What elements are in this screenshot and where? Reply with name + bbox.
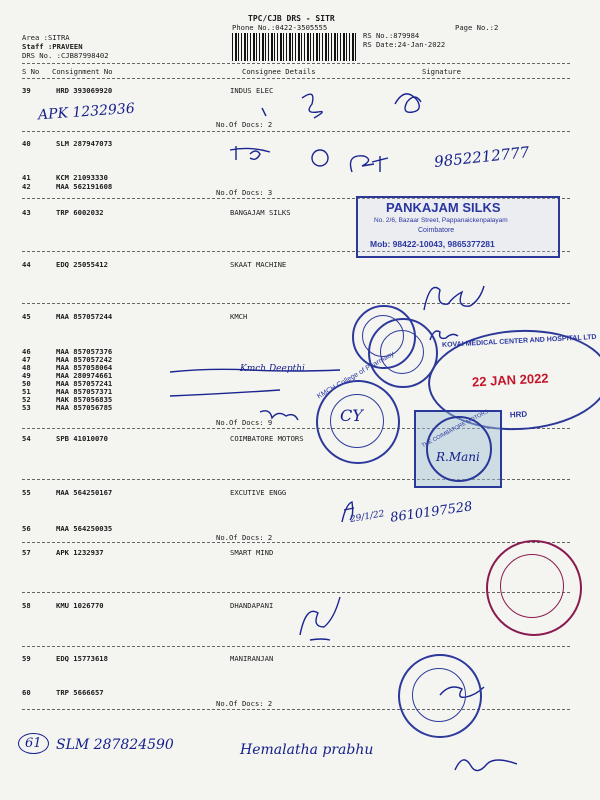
row-sno: 56 <box>22 524 31 533</box>
signature-44 <box>424 286 484 310</box>
stamp-pharmacy-initials: CY <box>340 406 363 425</box>
row-consignment: KMU 1026770 <box>56 601 104 610</box>
stamp-smart-mind <box>486 540 582 636</box>
row-sno: 57 <box>22 548 31 557</box>
signature-40b <box>351 156 389 172</box>
row-consignment: MAA 280974661 <box>56 371 113 380</box>
doc-title: TPC/CJB DRS - SITR <box>248 14 335 23</box>
row-sno: 58 <box>22 601 31 610</box>
row-sno: 46 <box>22 347 31 356</box>
row-sno: 59 <box>22 654 31 663</box>
handwritten-phone-2: 8610197528 <box>389 499 474 526</box>
row-sno: 40 <box>22 139 31 148</box>
signature-53 <box>260 411 298 420</box>
row-consignee: COIMBATORE MOTORS <box>230 434 304 443</box>
col-signature: Signature <box>422 67 461 76</box>
signature-39b <box>395 94 421 112</box>
stamp-kovai-hrd: HRD <box>509 409 528 420</box>
stamp-kovai-title: KOVAI MEDICAL CENTER AND HOSPITAL LTD <box>441 333 597 349</box>
row-consignment: KCM 21093330 <box>56 173 108 182</box>
row-consignee: DHANDAPANI <box>230 601 274 610</box>
row-docs: No.Of Docs: 9 <box>216 418 273 427</box>
row-consignee: BANGAJAM SILKS <box>230 208 291 217</box>
row-sno: 41 <box>22 173 31 182</box>
row-sno: 47 <box>22 355 31 364</box>
signature-48 <box>170 369 340 396</box>
row-sno: 50 <box>22 379 31 388</box>
stamp-cbe-text: THE COIMBATORE MOTORS <box>420 408 490 450</box>
row-sno: 42 <box>22 182 31 191</box>
row-sno: 43 <box>22 208 31 217</box>
signature-bottom <box>455 760 517 771</box>
staff: Staff :PRAVEEN <box>22 42 83 51</box>
row-consignment: MAK 857056835 <box>56 395 113 404</box>
row-consignment: MAA 857056785 <box>56 403 113 412</box>
drs-no: DRS No. :CJB87998402 <box>22 51 109 60</box>
row-consignment: MAA 857057371 <box>56 387 113 396</box>
row-consignment: SLM 287947073 <box>56 139 113 148</box>
row-sno: 54 <box>22 434 31 443</box>
row-sno: 60 <box>22 688 31 697</box>
row-consignment: HRD 393069920 <box>56 86 113 95</box>
col-consignee: Consignee Details <box>242 67 316 76</box>
row-sno: 53 <box>22 403 31 412</box>
row-consignment: MAA 562191608 <box>56 182 113 191</box>
row-docs: No.Of Docs: 2 <box>216 699 273 708</box>
row-61-sno: 61 <box>18 733 49 754</box>
rs-no: RS No.:879984 <box>363 31 420 40</box>
handwritten-date: 29/1/22 <box>349 509 386 525</box>
row-consignment: MAA 564250035 <box>56 524 113 533</box>
stamp-pankajam <box>356 196 560 258</box>
stamp-bottom-circle <box>398 654 482 738</box>
stamp-inner-ring <box>500 554 564 618</box>
area: Area :SITRA <box>22 33 70 42</box>
page-no: Page No.:2 <box>455 23 499 32</box>
row-consignment: MAA 857057241 <box>56 379 113 388</box>
signature-55 <box>342 502 354 522</box>
handwritten-kmch: Kmch Deepthi <box>240 364 305 374</box>
stamp-pankajam-address: No. 2/6, Bazaar Street, Pappanaickenpalayam <box>374 217 508 224</box>
row-consignee: INDUS ELEC <box>230 86 274 95</box>
row-consignee: SMART MIND <box>230 548 274 557</box>
row-docs: No.Of Docs: 2 <box>216 533 273 542</box>
row-sno: 44 <box>22 260 31 269</box>
stamp-pankajam-title: PANKAJAM SILKS <box>386 200 501 215</box>
row-consignee: MANIRANJAN <box>230 654 274 663</box>
stamp-kovai-date: 22 JAN 2022 <box>471 370 549 390</box>
rs-date: RS Date:24-Jan-2022 <box>363 40 446 49</box>
stamp-cbe-signature: R.Mani <box>436 450 480 464</box>
phone-no: Phone No.:0422-3505555 <box>232 23 328 32</box>
signature-40 <box>230 146 270 160</box>
row-sno: 49 <box>22 371 31 380</box>
signature-39 <box>262 94 322 118</box>
handwritten-phone-1: 9852212777 <box>433 143 531 171</box>
stamp-pankajam-mobile: Mob: 98422-10043, 9865377281 <box>370 239 495 249</box>
row-sno: 48 <box>22 363 31 372</box>
signature-58 <box>300 597 340 640</box>
row-consignment: MAA 857058064 <box>56 363 113 372</box>
row-sno: 45 <box>22 312 31 321</box>
col-sno: S No <box>22 67 40 76</box>
row-consignment: MAA 564250167 <box>56 488 113 497</box>
row-consignee: SKAAT MACHINE <box>230 260 287 269</box>
row-consignment: TRP 6002032 <box>56 208 104 217</box>
signature-40-circle <box>312 150 328 166</box>
row-docs: No.Of Docs: 3 <box>216 188 273 197</box>
row-sno: 51 <box>22 387 31 396</box>
row-consignment: MAA 857057244 <box>56 312 113 321</box>
row-sno: 39 <box>22 86 31 95</box>
row-consignment: MAA 857057242 <box>56 355 113 364</box>
stamp-pharmacy-text: KMCH College of Pharmacy <box>316 350 396 401</box>
stamp-pankajam-city: Coimbatore <box>418 227 455 234</box>
stamp-coimbatore-motors <box>414 410 502 488</box>
row-61-consignment: SLM 287824590 <box>56 737 174 753</box>
stamp-pharmacy <box>316 350 400 464</box>
row-consignment: TRP 5666657 <box>56 688 104 697</box>
row-61-consignee: Hemalatha prabhu <box>240 742 374 758</box>
row-docs: No.Of Docs: 2 <box>216 120 273 129</box>
row-consignment: MAA 857057376 <box>56 347 113 356</box>
handwritten-apk: APK 1232936 <box>37 100 136 124</box>
stamp-inner-ring <box>380 330 424 374</box>
row-consignment: APK 1232937 <box>56 548 104 557</box>
row-consignment: SPB 41010070 <box>56 434 108 443</box>
row-consignment: EDQ 25055412 <box>56 260 108 269</box>
row-consignee: EXCUTIVE ENGG <box>230 488 287 497</box>
row-sno: 52 <box>22 395 31 404</box>
stamp-inner-ring <box>412 668 466 722</box>
row-consignee: KMCH <box>230 312 248 321</box>
col-consignment: Consignment No <box>52 67 113 76</box>
row-sno: 55 <box>22 488 31 497</box>
row-consignment: EDQ 15773618 <box>56 654 108 663</box>
